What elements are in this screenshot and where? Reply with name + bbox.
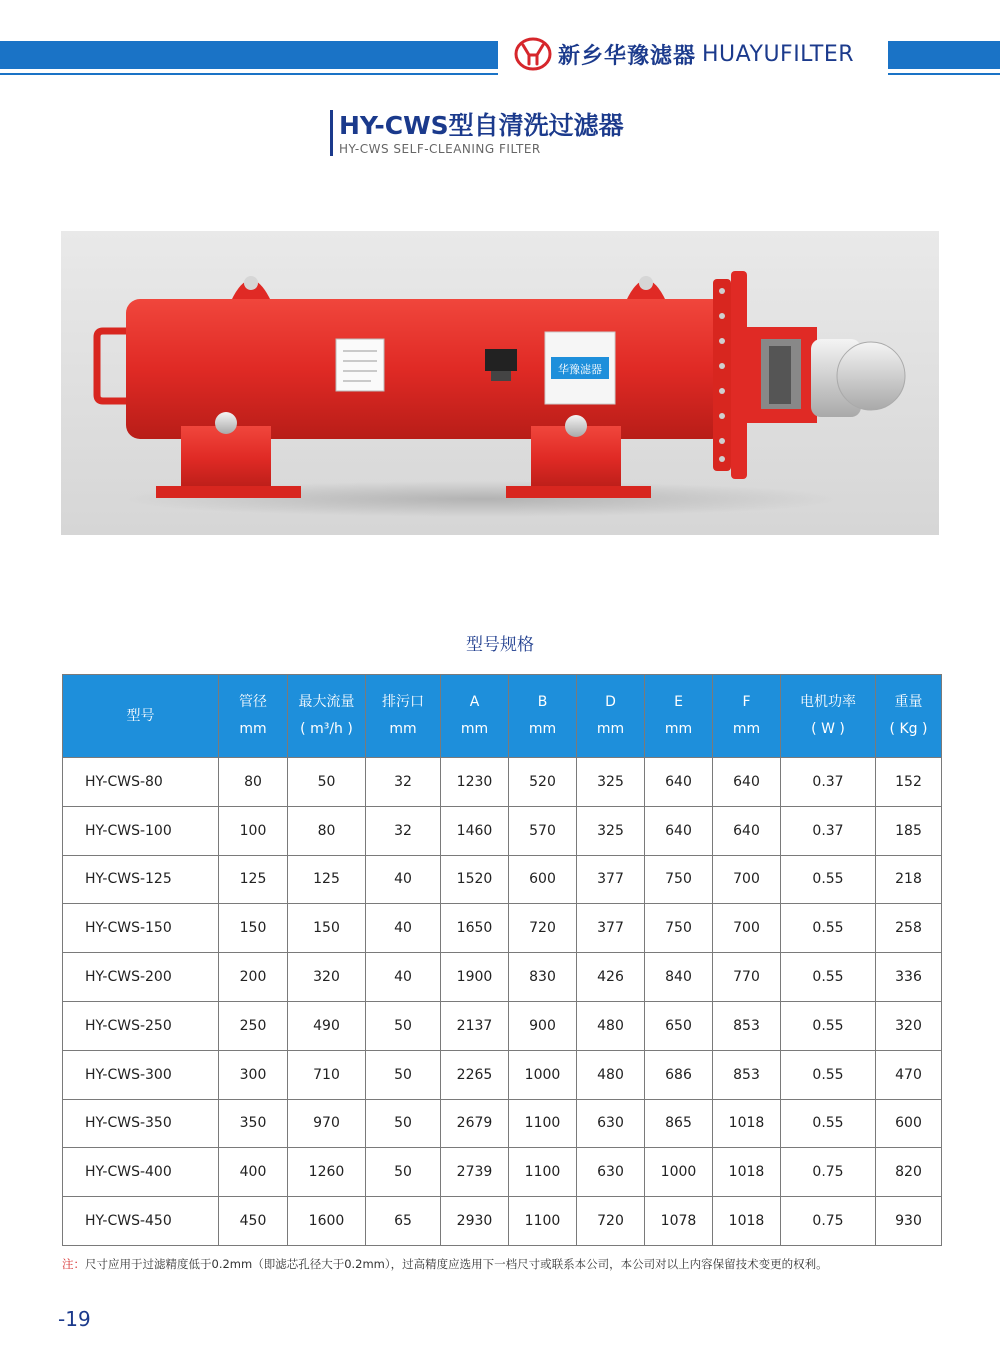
table-cell: 0.37 xyxy=(781,806,876,855)
table-row xyxy=(63,1148,942,1197)
table-cell: 2137 xyxy=(441,1001,509,1050)
table-cell: 853 xyxy=(713,1001,781,1050)
column-header-unit: mm xyxy=(732,721,761,737)
table-cell: 640 xyxy=(713,806,781,855)
table-cell: 40 xyxy=(366,953,441,1002)
column-header-label: 重量 xyxy=(894,694,923,710)
column-header xyxy=(63,675,219,758)
model-cell: HY-CWS-250 xyxy=(63,1001,219,1050)
table-cell: 700 xyxy=(713,904,781,953)
table-cell: 300 xyxy=(219,1050,288,1099)
table-cell: 0.75 xyxy=(781,1148,876,1197)
table-cell: 325 xyxy=(577,806,645,855)
table-cell: 0.75 xyxy=(781,1197,876,1246)
table-cell: 1230 xyxy=(441,758,509,807)
table-cell: 720 xyxy=(577,1197,645,1246)
table-row xyxy=(63,1197,942,1246)
table-cell: 1100 xyxy=(509,1197,577,1246)
column-header xyxy=(876,675,942,758)
model-cell: HY-CWS-100 xyxy=(63,806,219,855)
column-header-label: 型号 xyxy=(126,707,155,724)
model-cell: HY-CWS-150 xyxy=(63,904,219,953)
column-header-unit: ( Kg ) xyxy=(889,721,928,737)
table-cell: 1100 xyxy=(509,1148,577,1197)
table-cell: 2679 xyxy=(441,1099,509,1148)
table-cell: 258 xyxy=(876,904,942,953)
model-cell: HY-CWS-400 xyxy=(63,1148,219,1197)
label-plate-text: 华豫滤器 xyxy=(558,363,602,376)
table-cell: 480 xyxy=(577,1001,645,1050)
table-cell: 377 xyxy=(577,904,645,953)
table-cell: 1650 xyxy=(441,904,509,953)
model-cell: HY-CWS-80 xyxy=(63,758,219,807)
footnote-text: 尺寸应用于过滤精度低于0.2mm（即滤芯孔径大于0.2mm），过高精度应选用下一档尺寸或联系本公司，本公司对以上内容保留技术变更的权利。 xyxy=(85,1257,828,1271)
table-cell: 630 xyxy=(577,1148,645,1197)
table-cell: 50 xyxy=(366,1001,441,1050)
table-cell: 0.37 xyxy=(781,758,876,807)
table-cell: 218 xyxy=(876,855,942,904)
model-cell: HY-CWS-300 xyxy=(63,1050,219,1099)
table-cell: 80 xyxy=(219,758,288,807)
table-cell: 770 xyxy=(713,953,781,1002)
column-header xyxy=(366,675,441,758)
page-title-block xyxy=(330,110,624,156)
table-row xyxy=(63,953,942,1002)
table-cell: 50 xyxy=(366,1099,441,1148)
table-cell: 32 xyxy=(366,806,441,855)
table-cell: 426 xyxy=(577,953,645,1002)
column-header-label: A xyxy=(469,694,480,710)
column-header xyxy=(713,675,781,758)
model-cell: HY-CWS-125 xyxy=(63,855,219,904)
table-cell: 470 xyxy=(876,1050,942,1099)
table-cell: 65 xyxy=(366,1197,441,1246)
table-row xyxy=(63,806,942,855)
table-cell: 125 xyxy=(288,855,366,904)
table-cell: 2265 xyxy=(441,1050,509,1099)
table-cell: 630 xyxy=(577,1099,645,1148)
table-cell: 820 xyxy=(876,1148,942,1197)
table-cell: 650 xyxy=(645,1001,713,1050)
model-cell: HY-CWS-200 xyxy=(63,953,219,1002)
table-cell: 1078 xyxy=(645,1197,713,1246)
table-cell: 0.55 xyxy=(781,1099,876,1148)
column-header-unit: ( m³/h ) xyxy=(300,721,353,737)
table-cell: 600 xyxy=(509,855,577,904)
table-cell: 640 xyxy=(645,758,713,807)
table-cell: 1260 xyxy=(288,1148,366,1197)
table-cell: 450 xyxy=(219,1197,288,1246)
table-cell: 50 xyxy=(366,1148,441,1197)
brand-name-cn: 新乡华豫滤器 xyxy=(558,43,697,69)
table-cell: 152 xyxy=(876,758,942,807)
table-cell: 900 xyxy=(509,1001,577,1050)
table-cell: 520 xyxy=(509,758,577,807)
footnote xyxy=(62,1256,828,1272)
table-cell: 200 xyxy=(219,953,288,1002)
table-row xyxy=(63,855,942,904)
column-header xyxy=(441,675,509,758)
motor-end-cap xyxy=(837,342,905,410)
product-image xyxy=(61,231,939,535)
table-cell: 320 xyxy=(288,953,366,1002)
model-cell: HY-CWS-350 xyxy=(63,1099,219,1148)
table-cell: 490 xyxy=(288,1001,366,1050)
table-cell: 1100 xyxy=(509,1099,577,1148)
column-header-unit: mm xyxy=(389,721,417,737)
table-cell: 1520 xyxy=(441,855,509,904)
table-cell: 1900 xyxy=(441,953,509,1002)
table-row xyxy=(63,1001,942,1050)
table-cell: 377 xyxy=(577,855,645,904)
table-cell: 930 xyxy=(876,1197,942,1246)
column-header-unit: ( W ) xyxy=(811,721,845,737)
column-header-label: 电机功率 xyxy=(800,694,856,710)
table-cell: 1000 xyxy=(645,1148,713,1197)
table-cell: 325 xyxy=(577,758,645,807)
column-header xyxy=(645,675,713,758)
table-cell: 640 xyxy=(645,806,713,855)
table-cell: 480 xyxy=(577,1050,645,1099)
table-cell: 50 xyxy=(288,758,366,807)
table-cell: 830 xyxy=(509,953,577,1002)
brand-logo-icon xyxy=(514,37,552,71)
table-row xyxy=(63,1050,942,1099)
table-cell: 0.55 xyxy=(781,953,876,1002)
table-cell: 150 xyxy=(288,904,366,953)
table-cell: 840 xyxy=(645,953,713,1002)
table-cell: 710 xyxy=(288,1050,366,1099)
table-cell: 720 xyxy=(509,904,577,953)
column-header-unit: mm xyxy=(596,721,625,737)
column-header-unit: mm xyxy=(664,721,693,737)
table-cell: 0.55 xyxy=(781,1001,876,1050)
brand xyxy=(514,36,854,72)
spec-header-row xyxy=(63,675,942,758)
model-cell: HY-CWS-450 xyxy=(63,1197,219,1246)
page-subtitle: HY-CWS SELF-CLEANING FILTER xyxy=(339,142,541,156)
gauge-right xyxy=(565,415,587,437)
table-cell: 640 xyxy=(713,758,781,807)
table-cell: 570 xyxy=(509,806,577,855)
header-bar-right xyxy=(888,41,1000,69)
table-cell: 400 xyxy=(219,1148,288,1197)
page-title: HY-CWS型自清洗过滤器 xyxy=(339,111,624,140)
column-header-label: E xyxy=(674,694,683,710)
column-header-label: B xyxy=(537,694,548,710)
table-cell: 1000 xyxy=(509,1050,577,1099)
table-cell: 80 xyxy=(288,806,366,855)
column-header-label: 管径 xyxy=(239,694,267,710)
table-cell: 40 xyxy=(366,904,441,953)
column-header-label: 最大流量 xyxy=(298,694,355,710)
table-cell: 32 xyxy=(366,758,441,807)
column-header-unit: mm xyxy=(239,721,267,737)
table-row xyxy=(63,758,942,807)
spec-table xyxy=(62,674,942,1246)
table-cell: 750 xyxy=(645,904,713,953)
page-number: -19 xyxy=(58,1307,91,1331)
spec-body xyxy=(63,758,942,1246)
table-cell: 853 xyxy=(713,1050,781,1099)
filter-body xyxy=(126,299,726,439)
spec-heading: 型号规格 xyxy=(466,635,534,655)
column-header xyxy=(509,675,577,758)
column-header-label: 排污口 xyxy=(382,694,424,710)
table-cell: 1018 xyxy=(713,1099,781,1148)
table-cell: 0.55 xyxy=(781,1050,876,1099)
column-header-label: F xyxy=(742,694,751,710)
table-cell: 686 xyxy=(645,1050,713,1099)
column-header-unit: mm xyxy=(528,721,557,737)
header-bar-left xyxy=(0,41,498,69)
table-cell: 2930 xyxy=(441,1197,509,1246)
table-cell: 50 xyxy=(366,1050,441,1099)
table-cell: 600 xyxy=(876,1099,942,1148)
table-cell: 320 xyxy=(876,1001,942,1050)
footnote-label: 注： xyxy=(62,1257,85,1271)
table-cell: 1600 xyxy=(288,1197,366,1246)
column-header-unit: mm xyxy=(460,721,489,737)
table-cell: 350 xyxy=(219,1099,288,1148)
table-row xyxy=(63,904,942,953)
table-cell: 150 xyxy=(219,904,288,953)
column-header xyxy=(219,675,288,758)
table-cell: 750 xyxy=(645,855,713,904)
table-cell: 0.55 xyxy=(781,855,876,904)
table-cell: 185 xyxy=(876,806,942,855)
table-cell: 125 xyxy=(219,855,288,904)
column-header-label: D xyxy=(605,694,616,710)
table-cell: 970 xyxy=(288,1099,366,1148)
table-row xyxy=(63,1099,942,1148)
table-cell: 100 xyxy=(219,806,288,855)
nameplate xyxy=(336,339,384,391)
column-header xyxy=(781,675,876,758)
table-cell: 0.55 xyxy=(781,904,876,953)
table-cell: 865 xyxy=(645,1099,713,1148)
column-header xyxy=(577,675,645,758)
brand-name-en: HUAYUFILTER xyxy=(702,41,855,67)
table-cell: 336 xyxy=(876,953,942,1002)
table-cell: 40 xyxy=(366,855,441,904)
table-cell: 2739 xyxy=(441,1148,509,1197)
table-cell: 1460 xyxy=(441,806,509,855)
table-cell: 250 xyxy=(219,1001,288,1050)
table-cell: 1018 xyxy=(713,1197,781,1246)
inlet-leg xyxy=(181,426,271,491)
table-cell: 1018 xyxy=(713,1148,781,1197)
column-header xyxy=(288,675,366,758)
table-cell: 700 xyxy=(713,855,781,904)
valve-box xyxy=(485,349,517,371)
gauge-left xyxy=(215,412,237,434)
